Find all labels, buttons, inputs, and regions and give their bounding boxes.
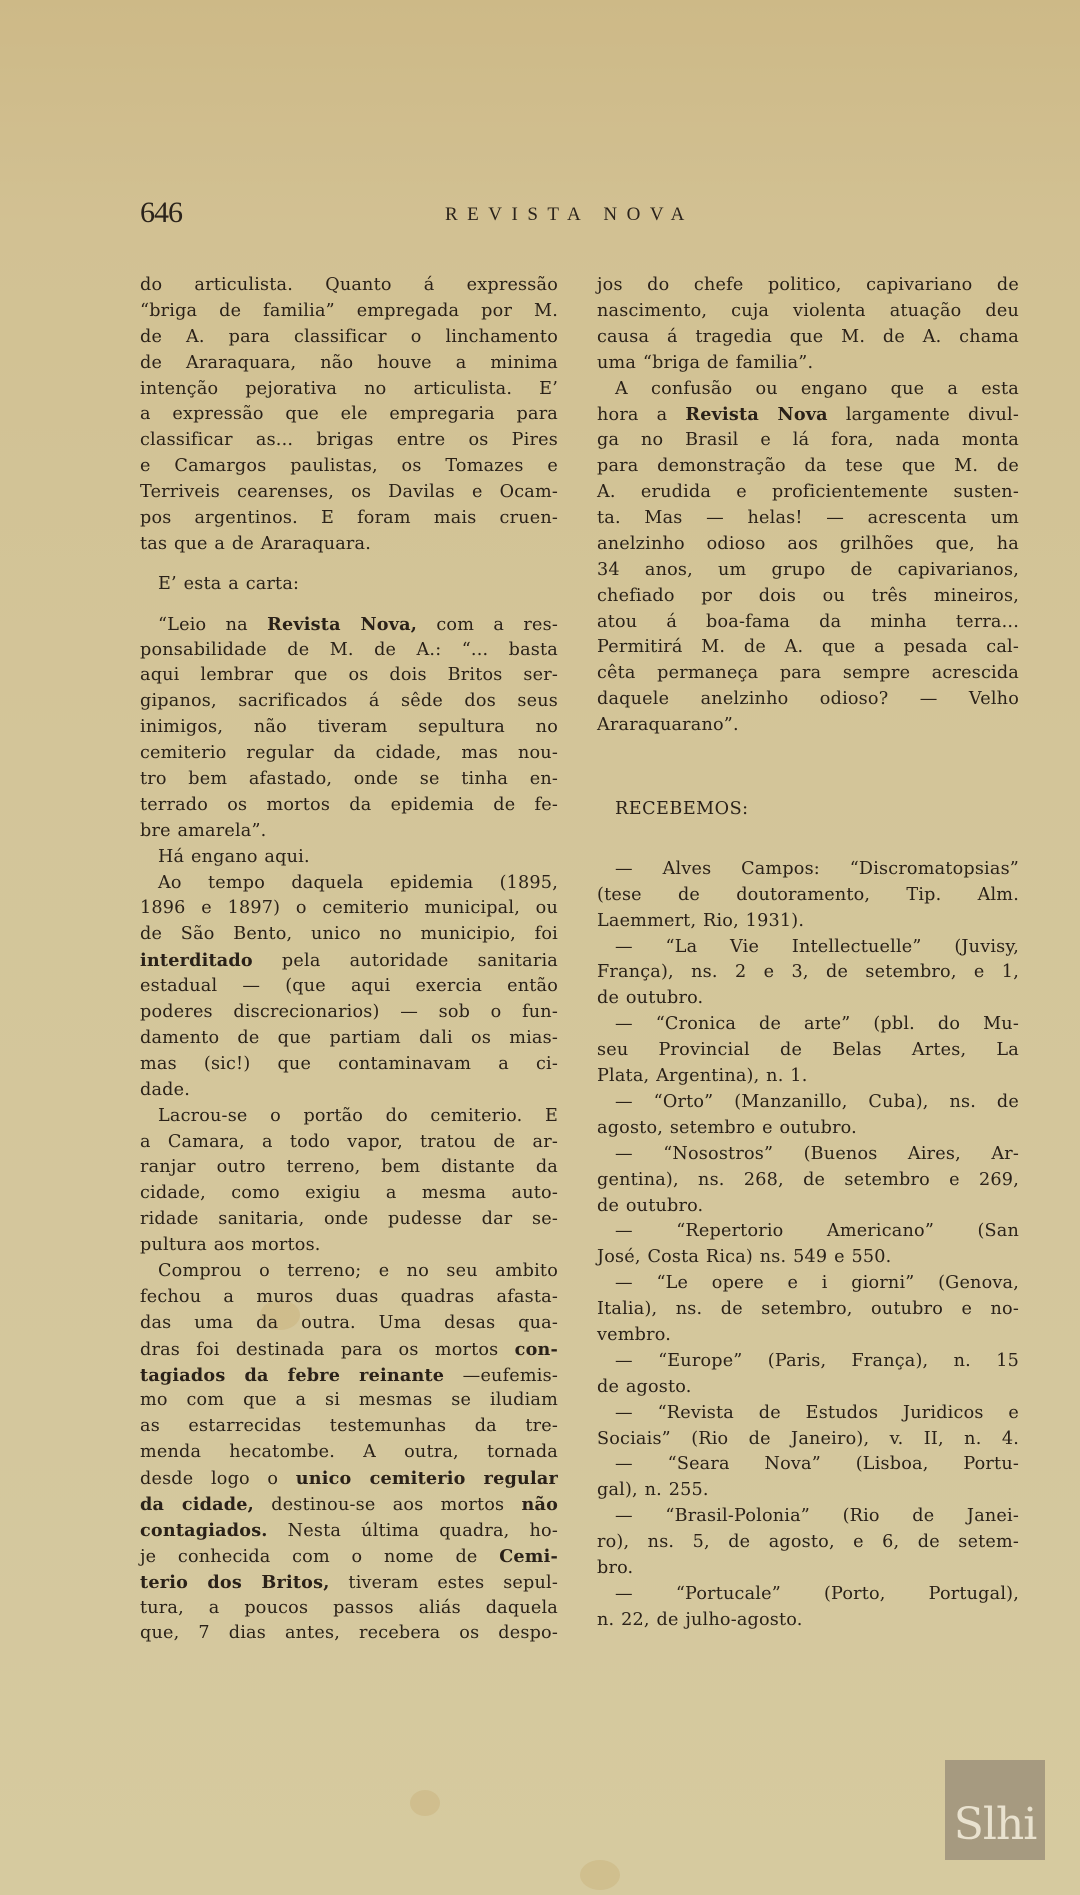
text-line bbox=[140, 1570, 558, 1596]
received-item: José, Costa Rica) ns. 549 e 550. bbox=[597, 1247, 892, 1268]
running-title: REVISTA NOVA bbox=[445, 204, 694, 225]
watermark-logo-text: Slhi bbox=[953, 1799, 1037, 1850]
bold-run: não bbox=[521, 1493, 559, 1515]
text-line: cêta permaneça para sempre acrescida bbox=[597, 663, 1019, 684]
text-line: estadual — (que aqui exercia então bbox=[140, 976, 558, 997]
received-item: — “Brasil-Polonia” (Rio de Janei- bbox=[615, 1506, 1019, 1527]
received-item: bro. bbox=[597, 1557, 634, 1578]
text-line: tas que a de Araraquara. bbox=[140, 533, 372, 554]
text-line bbox=[140, 1363, 558, 1389]
text-line: dade. bbox=[140, 1079, 191, 1100]
received-item: — “Cronica de arte” (pbl. do Mu- bbox=[615, 1014, 1019, 1035]
text-line bbox=[140, 1337, 558, 1363]
bold-run: terio dos Britos, bbox=[140, 1571, 330, 1593]
bold-run: Cemi- bbox=[499, 1545, 558, 1567]
received-item: — “Europe” (Paris, França), n. 15 bbox=[615, 1350, 1019, 1371]
text-line: a Camara, a todo vapor, tratou de ar- bbox=[140, 1131, 558, 1152]
text-line: Comprou o terreno; e no seu ambito bbox=[158, 1260, 558, 1281]
left-column bbox=[140, 273, 558, 1647]
received-item: Plata, Argentina), n. 1. bbox=[597, 1066, 808, 1087]
received-item: — “La Vie Intellectuelle” (Juvisy, bbox=[615, 936, 1019, 957]
received-item: — “Revista de Estudos Juridicos e bbox=[615, 1402, 1019, 1423]
text-line: chefiado por dois ou três mineiros, bbox=[597, 585, 1019, 606]
text-line: anelzinho odioso aos grilhões que, ha bbox=[597, 533, 1019, 554]
text-line: Permitirá M. de A. que a pesada cal- bbox=[597, 637, 1019, 658]
received-item: agosto, setembro e outubro. bbox=[597, 1117, 857, 1138]
text-line: ridade sanitaria, onde pudesse dar se- bbox=[140, 1209, 558, 1230]
text-line: damento de que partiam dali os mias- bbox=[140, 1027, 558, 1048]
bold-run: interditado bbox=[140, 950, 253, 972]
text-line bbox=[140, 1518, 558, 1544]
watermark-logo bbox=[945, 1760, 1045, 1860]
text-line: gipanos, sacrificados á sêde dos seus bbox=[140, 691, 558, 712]
received-item: Sociais” (Rio de Janeiro), v. II, n. 4. bbox=[597, 1428, 1019, 1449]
text-line: Há engano aqui. bbox=[158, 846, 310, 867]
text-line: mo com que a si mesmas se iludiam bbox=[140, 1390, 558, 1411]
received-item: n. 22, de julho-agosto. bbox=[597, 1609, 803, 1630]
text-line: E’ esta a carta: bbox=[158, 573, 300, 594]
section-gap bbox=[597, 823, 1019, 857]
bold-run: con- bbox=[514, 1338, 558, 1360]
text-line: A confusão ou engano que a esta bbox=[615, 378, 1019, 399]
bold-run: Revista Nova, bbox=[267, 613, 418, 635]
text-line bbox=[597, 402, 1019, 428]
text-line: Araraquarano”. bbox=[597, 715, 739, 736]
paragraph-gap bbox=[140, 598, 558, 612]
text-line: de A. para classificar o linchamento bbox=[140, 326, 558, 347]
text-line: ranjar outro terreno, bem distante da bbox=[140, 1157, 558, 1178]
text-line: a expressão que ele empregaria para bbox=[140, 404, 558, 425]
text-line: fechou a muros duas quadras afasta- bbox=[140, 1286, 558, 1307]
text-line: cidade, como exigiu a mesma auto- bbox=[140, 1183, 558, 1204]
text-line bbox=[140, 1492, 558, 1518]
received-item: Italia), ns. de setembro, outubro e no- bbox=[597, 1299, 1019, 1320]
text-line bbox=[140, 1466, 558, 1492]
bold-run: Revista Nova bbox=[685, 404, 828, 426]
text-line: atou á boa-fama da minha terra... bbox=[597, 611, 1019, 632]
paper-stain bbox=[580, 1860, 620, 1890]
text-line: tura, a poucos passos aliás daquela bbox=[140, 1597, 558, 1618]
received-item: — “Seara Nova” (Lisboa, Portu- bbox=[615, 1454, 1019, 1475]
text-line: “briga de familia” empregada por M. bbox=[140, 300, 558, 321]
text-line: mas (sic!) que contaminavam a ci- bbox=[140, 1053, 558, 1074]
text-line: do articulista. Quanto á expressão bbox=[140, 275, 558, 295]
received-item: ro), ns. 5, de agosto, e 6, de setem- bbox=[597, 1532, 1019, 1553]
text-line: inimigos, não tiveram sepultura no bbox=[140, 717, 558, 738]
text-line: uma “briga de familia”. bbox=[597, 352, 814, 373]
text-run: dras foi destinada para os mortos bbox=[140, 1339, 515, 1360]
text-line: aqui lembrar que os dois Britos ser- bbox=[140, 665, 558, 686]
bold-run: da cidade, bbox=[140, 1493, 254, 1515]
text-line: poderes discrecionarios) — sob o fun- bbox=[140, 1002, 558, 1023]
text-run: tiveram estes sepul- bbox=[329, 1572, 558, 1593]
text-line: 34 anos, um grupo de capivarianos, bbox=[597, 559, 1019, 580]
section-heading-recebemos: RECEBEMOS: bbox=[615, 799, 749, 820]
bold-run: unico cemiterio regular bbox=[295, 1468, 558, 1490]
text-run: largamente divul- bbox=[827, 405, 1019, 426]
text-line: de São Bento, unico no municipio, foi bbox=[140, 924, 558, 945]
text-line: Lacrou-se o portão do cemiterio. E bbox=[158, 1105, 558, 1126]
text-line: causa á tragedia que M. de A. chama bbox=[597, 326, 1019, 347]
text-line: as estarrecidas testemunhas da tre- bbox=[140, 1416, 558, 1437]
received-item: França), ns. 2 e 3, de setembro, e 1, bbox=[597, 962, 1019, 983]
text-line: cemiterio regular da cidade, mas nou- bbox=[140, 743, 558, 764]
text-run: je conhecida com o nome de bbox=[140, 1546, 500, 1567]
text-run: desde logo o bbox=[140, 1469, 296, 1490]
received-item: vembro. bbox=[597, 1324, 671, 1345]
text-line: menda hecatombe. A outra, tornada bbox=[140, 1442, 558, 1463]
received-item: (tese de doutoramento, Tip. Alm. bbox=[597, 884, 1019, 905]
section-gap bbox=[597, 739, 1019, 797]
text-run: “Leio na bbox=[158, 614, 268, 635]
text-line: tro bem afastado, onde se tinha en- bbox=[140, 769, 558, 790]
text-line: ta. Mas — helas! — acrescenta um bbox=[597, 508, 1019, 529]
received-item: de outubro. bbox=[597, 1195, 704, 1216]
text-line bbox=[140, 948, 558, 974]
text-line: pos argentinos. E foram mais cruen- bbox=[140, 508, 558, 529]
text-line: classificar as... brigas entre os Pires bbox=[140, 430, 558, 451]
paper-stain bbox=[410, 1790, 440, 1816]
right-column bbox=[597, 273, 1019, 1634]
received-item: de agosto. bbox=[597, 1376, 692, 1397]
text-run: —eufemis- bbox=[444, 1365, 558, 1386]
text-run: pela autoridade sanitaria bbox=[252, 951, 558, 972]
paragraph-gap bbox=[140, 558, 558, 572]
received-item: — “Portucale” (Porto, Portugal), bbox=[615, 1583, 1019, 1604]
text-line: ga no Brasil e lá fora, nada monta bbox=[597, 430, 1019, 451]
received-item: seu Provincial de Belas Artes, La bbox=[597, 1040, 1019, 1061]
received-item: — “Repertorio Americano” (San bbox=[615, 1221, 1019, 1242]
text-line: e Camargos paulistas, os Tomazes e bbox=[140, 456, 558, 477]
received-item: — “Le opere e i giorni” (Genova, bbox=[615, 1273, 1019, 1294]
text-line: A. erudida e proficientemente susten- bbox=[597, 482, 1019, 503]
text-line: das uma da outra. Uma desas qua- bbox=[140, 1312, 558, 1333]
text-line bbox=[140, 612, 558, 638]
text-run: com a res- bbox=[417, 614, 558, 635]
text-run: hora a bbox=[597, 405, 686, 426]
page-header bbox=[140, 196, 1040, 232]
text-line: nascimento, cuja violenta atuação deu bbox=[597, 300, 1019, 321]
text-run: Nesta última quadra, ho- bbox=[267, 1520, 558, 1541]
text-line: para demonstração da tese que M. de bbox=[597, 456, 1019, 477]
received-item: — “Nosostros” (Buenos Aires, Ar- bbox=[615, 1143, 1019, 1164]
text-run: destinou-se aos mortos bbox=[254, 1494, 522, 1515]
text-line bbox=[140, 1544, 558, 1570]
text-line: Ao tempo daquela epidemia (1895, bbox=[158, 872, 558, 893]
received-item: de outubro. bbox=[597, 988, 704, 1009]
received-item: gal), n. 255. bbox=[597, 1480, 709, 1501]
received-item: gentina), ns. 268, de setembro e 269, bbox=[597, 1169, 1019, 1190]
text-line: 1896 e 1897) o cemiterio municipal, ou bbox=[140, 898, 558, 919]
text-line: jos do chefe politico, capivariano de bbox=[597, 275, 1019, 295]
text-line: intenção pejorativa no articulista. E’ bbox=[140, 378, 558, 399]
text-line: terrado os mortos da epidemia de fe- bbox=[140, 794, 558, 815]
text-line: ponsabilidade de M. de A.: “... basta bbox=[140, 639, 558, 660]
text-line: bre amarela”. bbox=[140, 820, 267, 841]
text-line: de Araraquara, não houve a minima bbox=[140, 352, 558, 373]
bold-run: tagiados da febre reinante bbox=[140, 1364, 445, 1386]
bold-run: contagiados. bbox=[140, 1519, 268, 1541]
text-line: pultura aos mortos. bbox=[140, 1235, 321, 1256]
text-line: daquele anelzinho odioso? — Velho bbox=[597, 689, 1019, 710]
received-item: — “Orto” (Manzanillo, Cuba), ns. de bbox=[615, 1091, 1019, 1112]
received-item: Laemmert, Rio, 1931). bbox=[597, 910, 805, 931]
received-item: — Alves Campos: “Discromatopsias” bbox=[615, 858, 1019, 879]
text-line: Terriveis cearenses, os Davilas e Ocam- bbox=[140, 482, 558, 503]
text-line: que, 7 dias antes, recebera os despo- bbox=[140, 1623, 558, 1644]
page-number: 646 bbox=[140, 196, 182, 229]
